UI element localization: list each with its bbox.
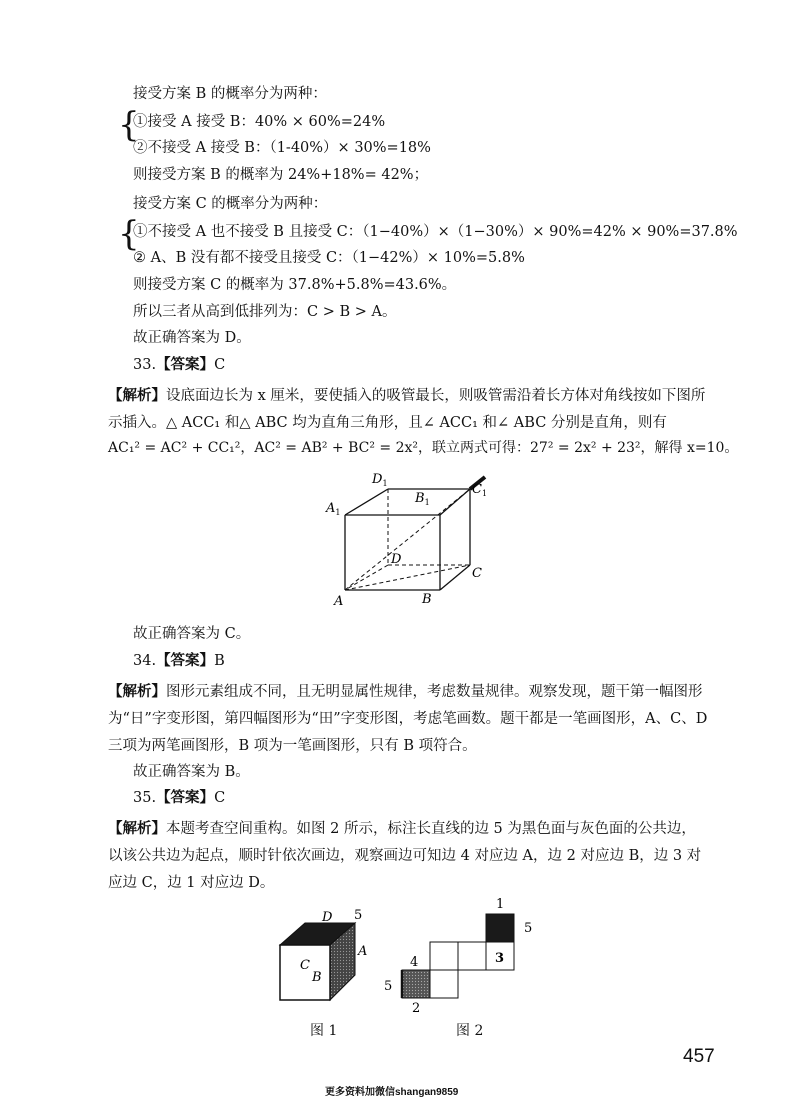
fig2-label-2: 2 [412,1001,421,1015]
fig1-label-d: D [322,910,333,925]
line-ranking: 所以三者从高到低排列为：C > B > A。 [133,304,397,320]
label-c1: $C_1$ [472,482,488,498]
fig2-label-5-left: 5 [384,979,393,994]
analysis-tag: 【解析】 [108,387,166,404]
net-black-face [486,914,514,942]
line-scheme-b-intro: 接受方案 B 的概率分为两种： [133,86,327,102]
net-figure-2 [378,890,548,1015]
analysis-tag: 【解析】 [108,683,166,700]
q35-analysis [108,815,708,897]
line-answer-d: 故正确答案为 D。 [133,330,251,346]
q33-formula: AC₁² = AC² + CC₁²，AC² = AB² + BC² = 2x²，联立两式可得：27² = 2x² + 23²，解得 x=10。 [108,440,739,456]
q33-number: 33. [133,357,157,373]
q33-analysis-text: 设底面边长为 x 厘米，要使插入的吸管最长，则吸管需沿着长方体对角线按如下图所示插入。△ ACC₁ 和△ ABC 均为直角三角形，且∠ ACC₁ 和∠ ABC 分别是直角，则有 [108,388,706,431]
q35-analysis-text: 本题考查空间重构。如图 2 所示，标注长直线的边 5 为黑色面与灰色面的公共边，以该公共边为起点，顺时针依次画边，观察画边可知边 4 对应边 A，边 2 对应边 B，边 3 对应边 C，边 1 对应边 D。 [108,821,702,891]
net-face [430,970,458,998]
label-a1: $A_1$ [326,501,341,517]
q33-analysis [108,382,708,437]
line-c-case1: ①不接受 A 也不接受 B 且接受 C：（1−40%）×（1−30%）× 90%=42% × 90%=37.8% [133,224,738,240]
q34-analysis [108,678,708,760]
line-c-total: 则接受方案 C 的概率为 37.8%+5.8%=43.6%。 [133,277,457,293]
line-b-total: 则接受方案 B 的概率为 24%+18%= 42%； [133,167,429,183]
q34-answer-value: B [214,653,225,669]
fig2-caption: 图 2 [456,1023,484,1039]
answer-tag: 【答案】 [156,789,215,806]
fig2-label-4: 4 [410,955,419,970]
footer-text: 更多资料加微信shangan9859 [325,1087,459,1098]
answer-tag: 【答案】 [156,356,215,373]
label-b1: $B_1$ [415,491,430,507]
q35-answer-value: C [214,790,226,806]
brace-c: { [118,214,140,254]
line-b-case2: ②不接受 A 接受 B：（1-40%）× 30%=18% [133,140,431,156]
label-d1: $D_1$ [372,472,388,488]
fig2-label-1: 1 [496,897,505,912]
q34-analysis-text: 图形元素组成不同，且无明显属性规律，考虑数量规律。观察发现，题干第一幅图形为“日”字变形图，第四幅图形为“田”字变形图，考虑笔画数。题干都是一笔画图形，A、C、D 三项为两笔画图形，B 项为一笔画图形，只有 B 项符合。 [108,684,708,754]
analysis-tag: 【解析】 [108,820,166,837]
q35-answer [133,788,225,808]
fig1-label-5: 5 [354,908,363,923]
q34-answer [133,651,225,671]
fig1-label-a: A [358,944,368,959]
label-c: C [472,566,482,581]
fig2-label-3: 3 [495,951,505,966]
fig1-label-b: B [312,970,322,985]
q33-answer-value: C [214,357,226,373]
net-face [458,942,486,970]
fig2-label-5-top: 5 [524,921,533,936]
answer-tag: 【答案】 [156,652,215,669]
q33-answer [133,355,225,375]
brace-b: { [118,105,140,145]
cuboid-diagram [320,465,500,610]
q33-conclusion: 故正确答案为 C。 [133,626,251,642]
q35-number: 35. [133,790,157,806]
q34-number: 34. [133,653,157,669]
label-b: B [422,592,432,607]
q34-conclusion: 故正确答案为 B。 [133,764,250,780]
cube-figure-1 [270,905,380,1010]
fig1-caption: 图 1 [310,1023,338,1039]
line-c-case2: ② A、B 没有都不接受且接受 C：（1−42%）× 10%=5.8% [133,250,525,266]
net-gray-face [402,970,430,998]
line-b-case1: ①接受 A 接受 B：40% × 60%=24% [133,114,386,130]
label-d: D [391,552,402,567]
label-a: A [334,594,344,609]
page-number: 457 [683,1046,715,1067]
net-face [430,942,458,970]
fig1-label-c: C [300,958,310,973]
line-scheme-c-intro: 接受方案 C 的概率分为两种： [133,196,328,212]
